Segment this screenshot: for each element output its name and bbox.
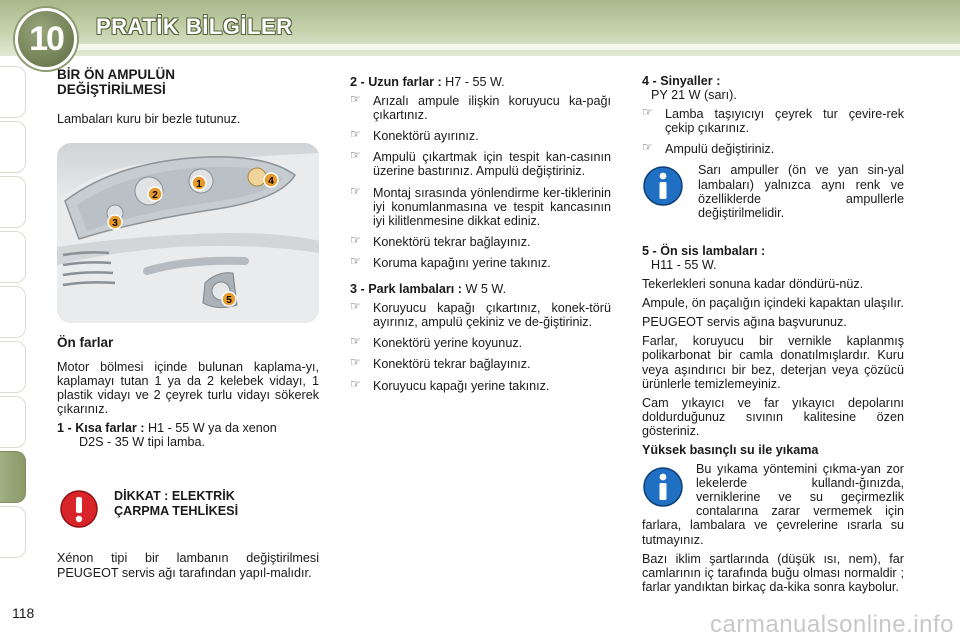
paragraph: Tekerlekleri sonuna kadar döndürü-nüz. [642, 277, 864, 292]
list-item [642, 142, 904, 156]
watermark: carmanualsonline.info [710, 611, 954, 638]
list-item-text: Lamba taşıyıcıyı çeyrek tur çevire-rek çekip çıkarınız. [665, 107, 904, 136]
list-item-text: Koruyucu kapağı çıkartınız, konek-törü ayırınız, ampulü çekiniz ve de-ğiştiriniz. [373, 301, 611, 330]
warning-title: DİKKAT : ELEKTRİK ÇARPMA TEHLİKESİ [114, 489, 239, 518]
chapter-badge [15, 8, 77, 70]
list-item [350, 336, 611, 350]
subtitle-on-farlar: Ön farlar [57, 334, 114, 350]
list-item [350, 183, 611, 228]
list-item-text: Konektörü ayırınız. [373, 129, 479, 144]
list-item [350, 301, 611, 329]
finger-pointing-icon: ☞ [350, 127, 361, 142]
list-item-text: Konektörü yerine koyunuz. [373, 336, 523, 351]
headlight-illustration [57, 143, 319, 323]
chapter-tab[interactable] [0, 286, 26, 338]
list-item-text: Koruma kapağını yerine takınız. [373, 255, 551, 270]
warning-text: Xénon tipi bir lambanın değiştirilmesi PEUGEOT servis ağı tarafından yapıl-malıdır. [57, 551, 319, 580]
wash-note-text: Bu yıkama yöntemini çıkma-yan zor lekelerde kullandı-ğınızda, verniklerine ve su geçirmezlik contalarına zarar vermemek için farlara, lambalara ve çevrelerine ısrarla su tutmayınız. [642, 462, 904, 547]
paragraph: Cam yıkayıcı ve far yıkayıcı depolarını doldurduğunuz sıvının kalitesine özen gösteriniz. [642, 395, 904, 438]
list-item-text: Ampulü değiştiriniz. [665, 142, 775, 157]
photo-callout-2 [148, 187, 162, 201]
item-4-bullets [642, 107, 904, 156]
info-icon [642, 165, 684, 210]
list-item [350, 129, 611, 143]
callout-label: 5 [226, 294, 232, 306]
chapter-tab-active[interactable] [0, 451, 26, 503]
closing-text: Bazı iklim şartlarında (düşük ısı, nem), far camlarının iç tarafında buğu olması normaldir ; farlar yandıktan birkaç da-kika sonra kaybolur. [642, 551, 904, 594]
info-note-text: Sarı ampuller (ön ve yan sin-yal lambaları) yalnızca aynı renk ve özelliklerde ampullerle değiştirilmelidir. [698, 163, 904, 220]
photo-callout-5 [222, 292, 236, 306]
list-item-text: Montaj sırasında yönlendirme ker-tiklerinin iyi konumlanmasına ve tespit kancasının iyi kilitlenmesine dikkat ediniz. [373, 185, 611, 228]
callout-label: 2 [152, 189, 158, 201]
wash-note [642, 462, 904, 547]
chapter-tab[interactable] [0, 231, 26, 283]
warning-icon [59, 489, 99, 532]
paragraph: Ampule, ön paçalığın içindeki kapaktan ulaşılır. [642, 296, 904, 311]
item-4-head: 4 - Sinyaller : [642, 74, 721, 88]
header-strip [60, 44, 960, 50]
list-item [350, 94, 611, 122]
page-number: 118 [12, 605, 35, 621]
column-left [57, 68, 319, 585]
item-1-text-2: D2S - 35 W tipi lamba. [79, 435, 205, 450]
warning-box [57, 489, 319, 537]
item-2-text: H7 - 55 W. [441, 75, 505, 89]
item-3-text: W 5 W. [462, 282, 507, 297]
finger-pointing-icon: ☞ [350, 183, 361, 198]
item-5-text: H11 - 55 W. [651, 257, 717, 272]
info-note [642, 163, 904, 219]
item-4-text: PY 21 W (sarı). [651, 88, 737, 103]
info-icon [642, 466, 684, 511]
list-item-text: Konektörü tekrar bağlayınız. [373, 357, 531, 372]
paragraph: Farlar, koruyucu bir vernikle kaplanmış polikarbonat bir camla donatılmışlardır. Kuru veya aşındırıcı bir bez, deterjan veya çözücü ürünlerle temizlemeyiniz. [642, 334, 904, 391]
list-item [350, 357, 611, 371]
finger-pointing-icon: ☞ [350, 376, 361, 391]
chapter-tab[interactable] [0, 506, 26, 558]
finger-pointing-icon: ☞ [642, 140, 653, 155]
column-right [642, 68, 904, 599]
finger-pointing-icon: ☞ [350, 355, 361, 370]
chapter-tab[interactable] [0, 341, 26, 393]
list-item-text: Koruyucu kapağı yerine takınız. [373, 378, 550, 393]
body-text: Motor bölmesi içinde bulunan kaplama-yı, kaplamayı tutan 1 ya da 2 kelebek vidayı, 1 plastik vidayı ve 2 çeyrek turlu vidayı sökerek çıkarınız. [57, 359, 319, 417]
finger-pointing-icon: ☞ [350, 334, 361, 349]
item-1-head: 1 - Kısa farlar : [57, 421, 145, 436]
list-item-text: Konektörü tekrar bağlayınız. [373, 234, 531, 249]
finger-pointing-icon: ☞ [350, 232, 361, 247]
photo-callout-3 [108, 215, 122, 229]
intro-text: Lambaları kuru bir bezle tutunuz. [57, 111, 241, 126]
chapter-number: 10 [29, 19, 63, 58]
finger-pointing-icon: ☞ [350, 253, 361, 268]
callout-label: 3 [112, 217, 118, 229]
list-item [642, 107, 904, 135]
list-item [350, 150, 611, 178]
item-5-head: 5 - Ön sis lambaları : [642, 243, 766, 258]
chapter-tab[interactable] [0, 176, 26, 228]
list-item [350, 232, 611, 249]
headlight-photo [57, 143, 319, 323]
list-item [350, 253, 611, 270]
column-middle [350, 68, 611, 400]
chapter-tab[interactable] [0, 66, 26, 118]
callout-label: 4 [268, 175, 274, 187]
item-1-text: H1 - 55 W ya da xenon [144, 421, 277, 436]
section-title: BİR ÖN AMPULÜN DEĞİŞTİRİLMESİ [57, 67, 175, 97]
chapter-tab[interactable] [0, 121, 26, 173]
callout-label: 1 [196, 178, 202, 190]
item-2-bullets [350, 94, 611, 270]
finger-pointing-icon: ☞ [350, 92, 361, 107]
list-item-text: Ampulü çıkartmak için tespit kan-casının üzerine bastırınız. Ampulü değiştiriniz. [373, 150, 611, 179]
paragraph: PEUGEOT servis ağına başvurunuz. [642, 315, 847, 330]
chapter-tab[interactable] [0, 396, 26, 448]
wash-title: Yüksek basınçlı su ile yıkama [642, 442, 819, 457]
item-3-bullets [350, 301, 611, 392]
finger-pointing-icon: ☞ [642, 105, 653, 120]
finger-pointing-icon: ☞ [350, 148, 361, 163]
page-title: PRATİK BİLGİLER [96, 14, 293, 39]
photo-callout-4 [264, 173, 278, 187]
list-item [350, 376, 611, 393]
list-item-text: Arızalı ampule ilişkin koruyucu ka-pağı çıkartınız. [373, 94, 611, 123]
photo-callout-1 [192, 176, 206, 190]
item-2-head: 2 - Uzun farlar : [350, 75, 442, 89]
item-3-head: 3 - Park lambaları : [350, 282, 462, 297]
chapter-tabs [0, 66, 30, 561]
finger-pointing-icon: ☞ [350, 299, 361, 314]
